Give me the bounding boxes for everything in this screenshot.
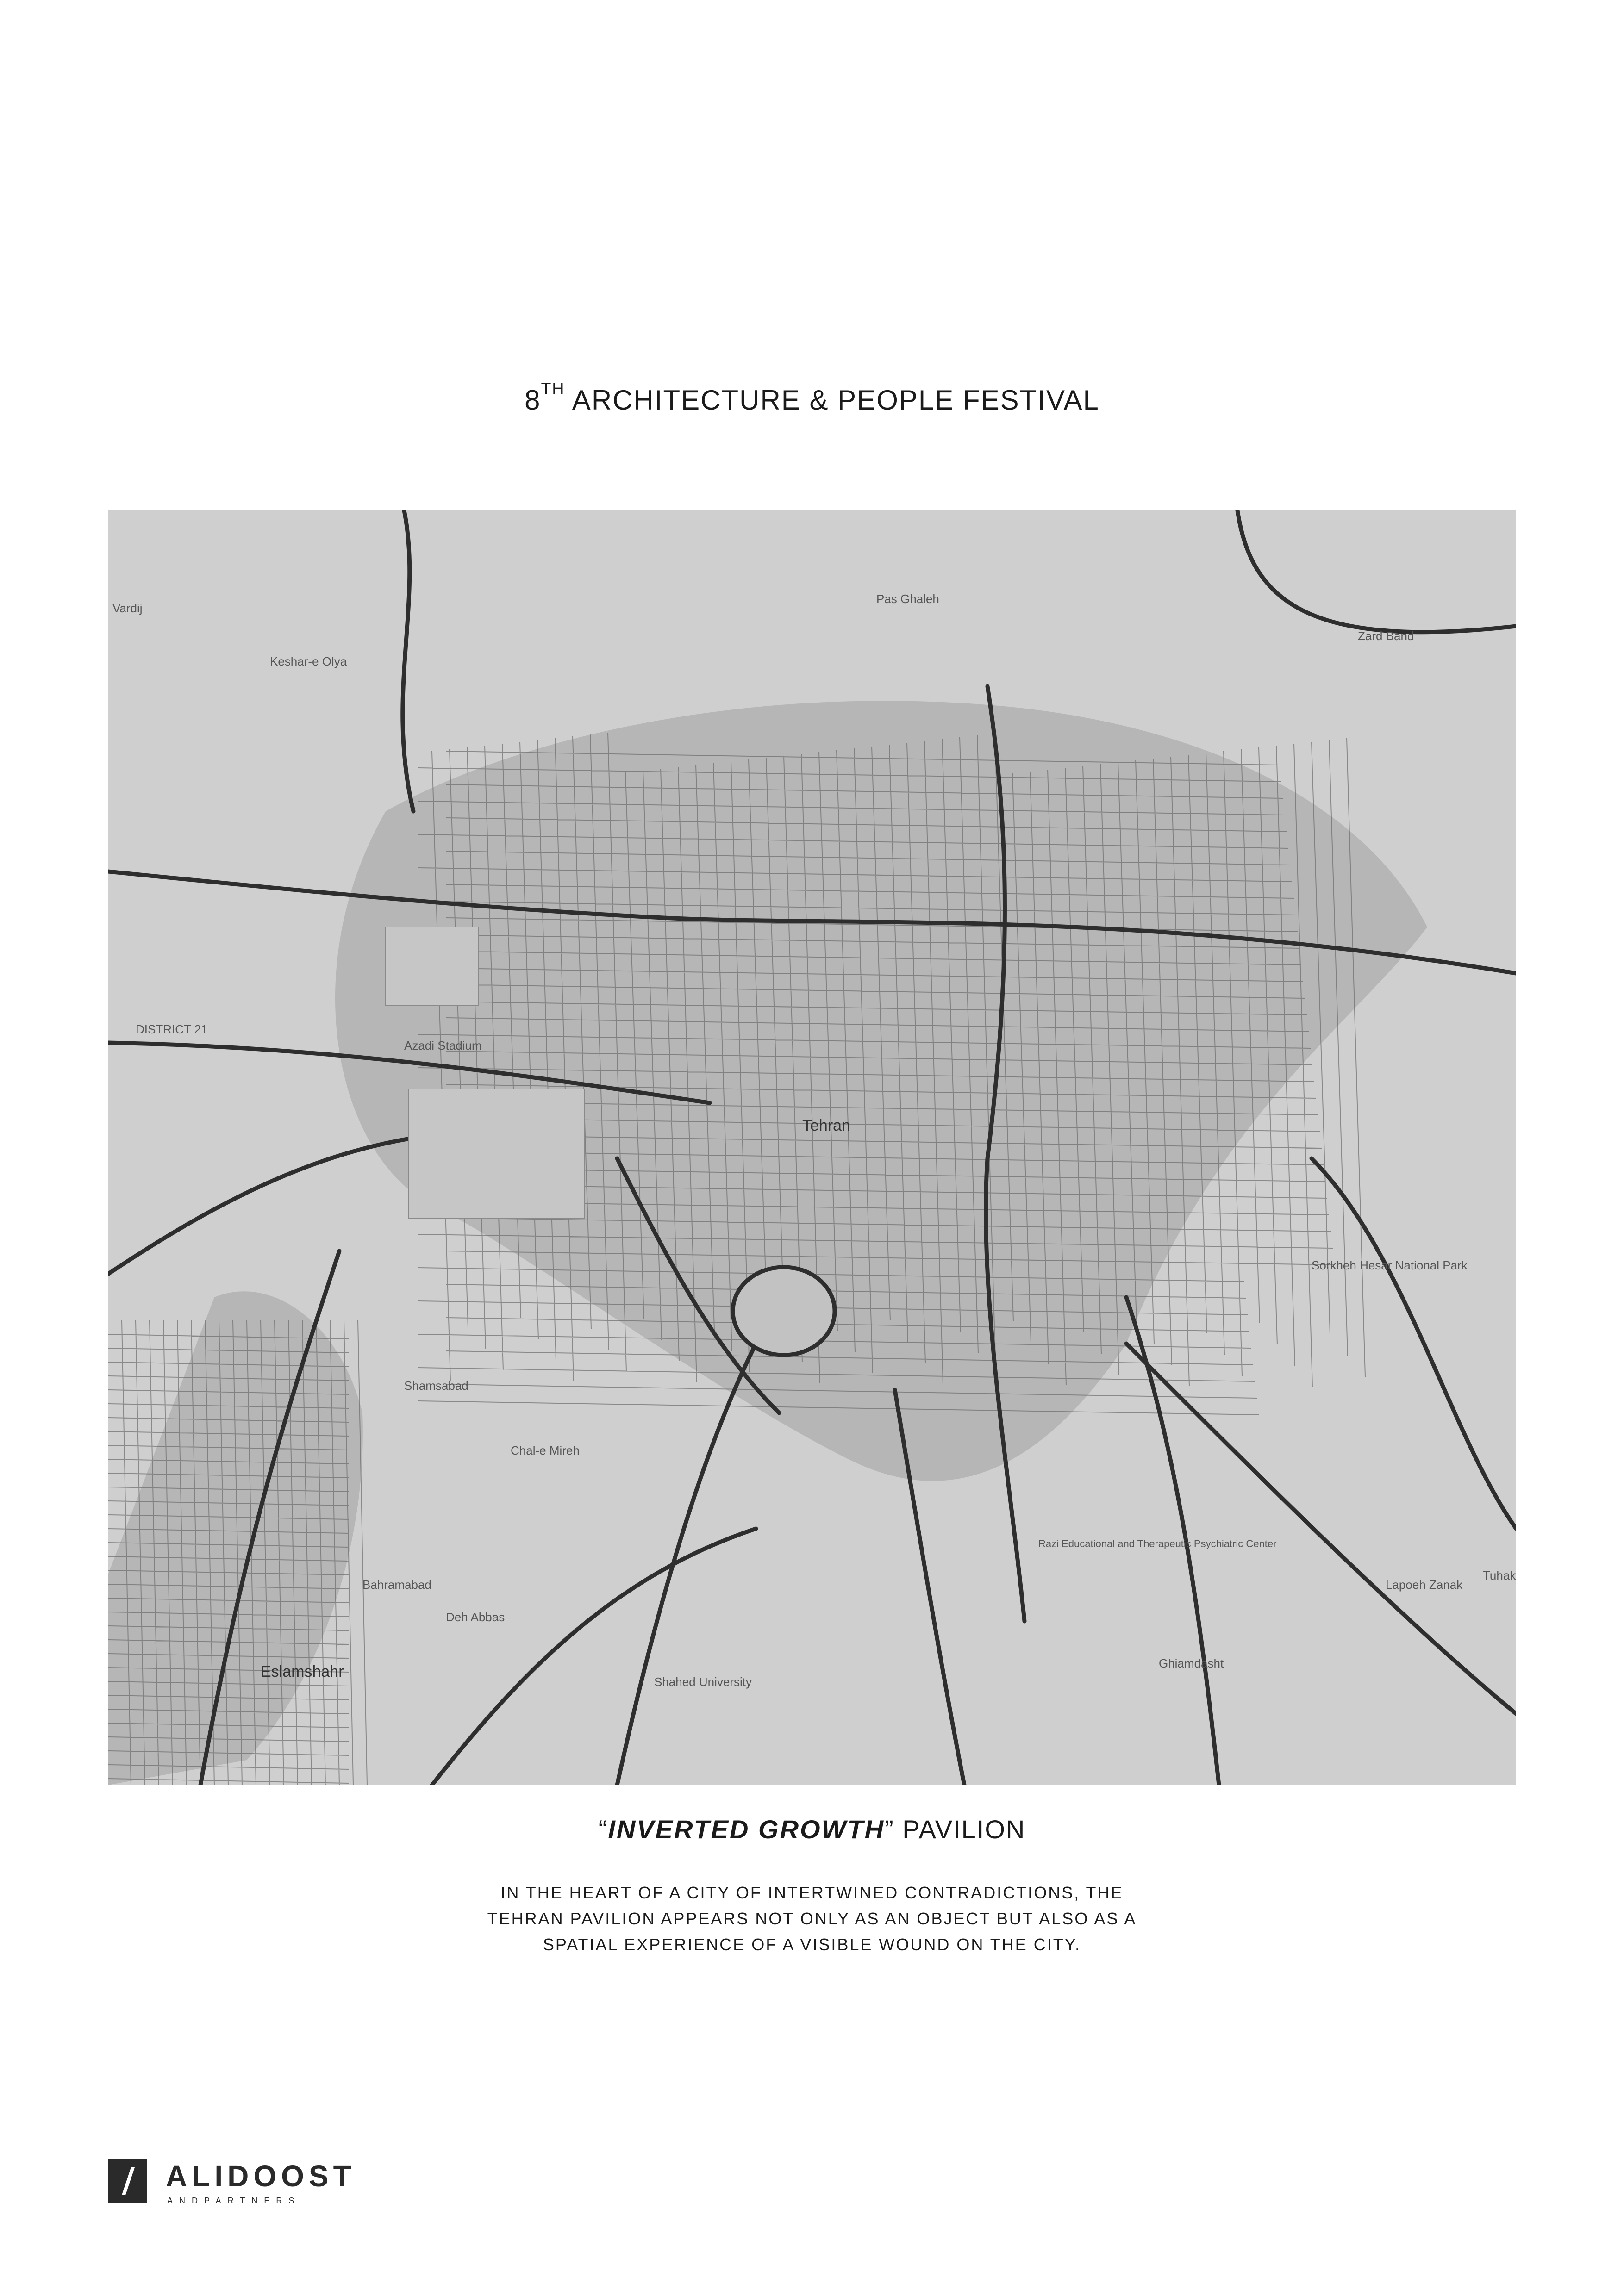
logo-name: ALIDOOST xyxy=(166,2159,356,2193)
map-label-deh-abbas: Deh Abbas xyxy=(446,1610,505,1624)
map-label-district-21: DISTRICT 21 xyxy=(136,1022,208,1036)
description-line: SPATIAL EXPERIENCE OF A VISIBLE WOUND ON THE CITY. xyxy=(543,1935,1081,1954)
map-canvas xyxy=(108,510,1516,1785)
open-quote: “ xyxy=(598,1815,608,1844)
map-label-shahed-university: Shahed University xyxy=(654,1675,752,1689)
map-label-bahramabad: Bahramabad xyxy=(362,1578,431,1592)
stadium-area xyxy=(386,927,478,1006)
logo-subtitle: ANDPARTNERS xyxy=(167,2196,301,2205)
map-label-pas-ghaleh: Pas Ghaleh xyxy=(876,592,939,606)
description-line: IN THE HEART OF A CITY OF INTERTWINED CONTRADICTIONS, THE xyxy=(500,1883,1124,1902)
ordinal-number: 8 xyxy=(525,385,541,416)
map-label-vardij: Vardij xyxy=(112,601,143,615)
map-label-shamsabad: Shamsabad xyxy=(404,1379,468,1393)
pavilion-name: INVERTED GROWTH xyxy=(608,1815,885,1844)
map-label-center: Tehran xyxy=(802,1117,850,1134)
airport-area xyxy=(409,1089,585,1219)
central-ring-road xyxy=(733,1267,835,1355)
map-label-eslamshahr: Eslamshahr xyxy=(261,1663,344,1680)
festival-title-text: ARCHITECTURE & PEOPLE FESTIVAL xyxy=(572,385,1099,416)
map-label-razi-center: Razi Educational and Therapeutic Psychiatric Center xyxy=(1038,1538,1277,1549)
map-label-azadi-stadium: Azadi Stadium xyxy=(404,1039,482,1052)
map-label-keshar-olya: Keshar-e Olya xyxy=(270,654,347,668)
close-quote: ” xyxy=(885,1815,894,1844)
map-label-lapoeh-zanak: Lapoeh Zanak xyxy=(1386,1578,1463,1592)
map-label-tuhak: Tuhak xyxy=(1483,1568,1516,1582)
description-line: TEHRAN PAVILION APPEARS NOT ONLY AS AN OBJECT BUT ALSO AS A xyxy=(487,1909,1137,1928)
ordinal-suffix: TH xyxy=(541,379,565,398)
pavilion-title xyxy=(0,1814,1624,1844)
map-label-sorkheh-hesar: Sorkheh Hesar National Park xyxy=(1312,1258,1468,1272)
map-label-ghiamdasht: Ghiamdasht xyxy=(1159,1656,1224,1670)
map-label-zard-band: Zard Band xyxy=(1358,629,1414,643)
tehran-street-map xyxy=(108,510,1516,1785)
alidoost-logo xyxy=(108,2159,356,2210)
logo-mark-icon xyxy=(108,2159,147,2203)
pavilion-suffix: PAVILION xyxy=(894,1815,1026,1844)
pavilion-description xyxy=(394,1880,1230,1958)
map-label-chal-e-mireh: Chal-e Mireh xyxy=(511,1444,580,1457)
festival-title xyxy=(0,379,1624,416)
